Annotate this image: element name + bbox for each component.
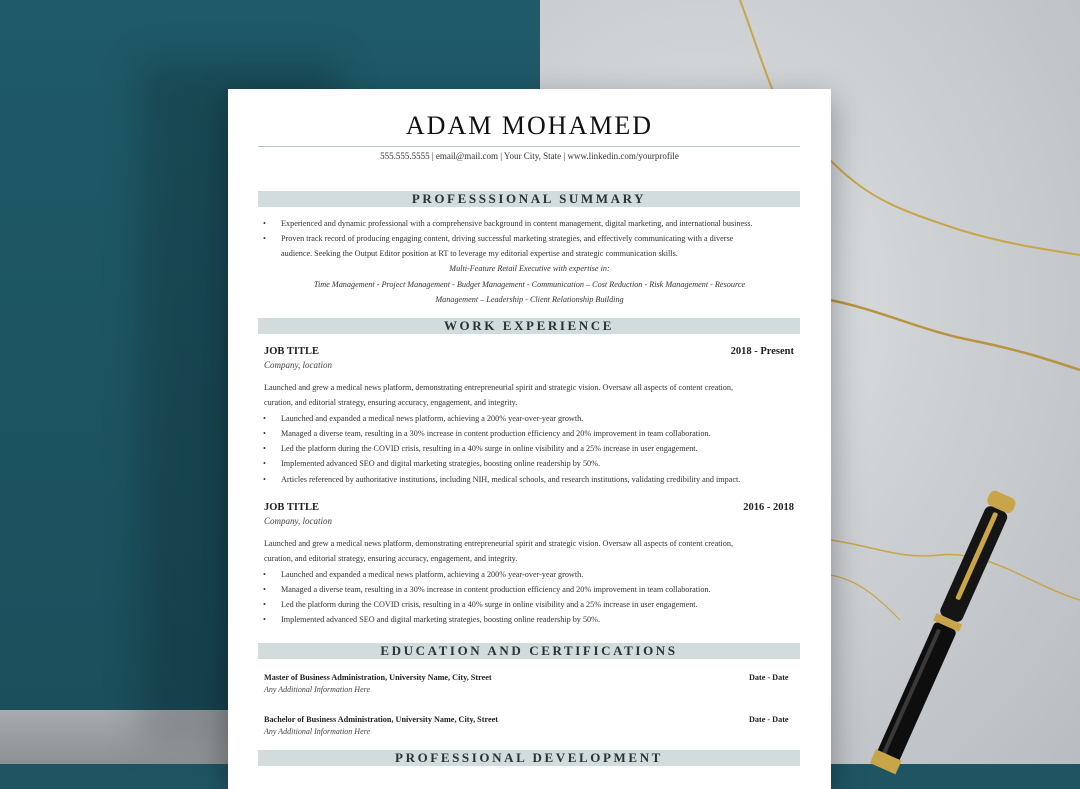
development-heading: PROFESSIONAL DEVELOPMENT — [258, 750, 800, 766]
header-rule — [258, 146, 800, 147]
contact-line: 555.555.5555 | email@mail.com | Your City, State | www.linkedin.com/yourprofile — [380, 151, 679, 161]
expertise-line: Time Management - Project Management - Budget Management - Communication – Cost Reduction - Risk Management - Resource — [313, 280, 746, 289]
job-title: JOB TITLE — [264, 346, 319, 357]
job-company: Company, location — [264, 360, 332, 370]
education-heading: EDUCATION AND CERTIFICATIONS — [258, 643, 800, 659]
job-dates: 2018 - Present — [730, 346, 794, 357]
fountain-pen-icon — [820, 480, 1020, 780]
job-description: curation, and editorial strategy, ensuring accuracy, engagement, and integrity. — [264, 554, 518, 563]
job-dates: 2016 - 2018 — [743, 502, 794, 513]
education-info: Any Additional Information Here — [264, 727, 370, 736]
job-description: Launched and grew a medical news platform, demonstrating entrepreneurial spirit and strategic vision. Oversaw all aspects of content creation, — [264, 383, 734, 392]
expertise-line: Management – Leadership - Client Relationship Building — [435, 295, 624, 304]
summary-heading: PROFESSSIONAL SUMMARY — [258, 191, 800, 207]
education-date: Date - Date — [749, 715, 789, 724]
job-title: JOB TITLE — [264, 502, 319, 513]
expertise-title: Multi-Feature Retail Executive with expertise in: — [449, 264, 610, 273]
job-description: curation, and editorial strategy, ensuring accuracy, engagement, and integrity. — [264, 398, 518, 407]
summary-bullet-continuation: audience. Seeking the Output Editor position at RT to leverage my editorial expertise and strategic communication skills. — [281, 249, 678, 258]
education-date: Date - Date — [749, 673, 789, 682]
job-company: Company, location — [264, 516, 332, 526]
education-degree: Bachelor of Business Administration, University Name, City, Street — [264, 715, 498, 724]
education-info: Any Additional Information Here — [264, 685, 370, 694]
resume-page: ADAM MOHAMED 555.555.5555 | email@mail.com | Your City, State | www.linkedin.com/yourprofile PROFESSSIONAL SUMMARY Experienced and dynamic professional with a comprehensive background in content management, digital marketing, and international business. Proven track record of producing engaging content, driving successful marketing strategies, and effectively communicating with a diverse audience. Seeking the Output Editor position at RT to leverage my editorial expertise and strategic communication skills. Multi-Feature Retail Executive with expertise in: Time Management - Project Management - Budget Management - Communication – Cost Reduction - Risk Management - Resource Management – Leadership - Client Relationship Building WORK EXPERIENCE JOB TITLE 2018 - Present Company, location Launched and grew a medical news platform, demonstrating entrepreneurial spirit and strategic vision. Oversaw all aspects of content creation, curation, and editorial strategy, ensuring accuracy, engagement, and integrity. Launched and expanded a medical news platform, achieving a 200% year-over-year growth. Managed a diverse team, resulting in a 30% increase in content production efficiency and 20% improvement in team collaboration. Led the platform during the COVID crisis, resulting in a 40% surge in online visibility and a 25% increase in user engagement. Implemented advanced SEO and digital marketing strategies, boosting online readership by 50%. Articles referenced by authoritative institutions, including NIH, medical schools, and research institutions, validating credibility and impact. JOB TITLE 2016 - 2018 Company, location Launched and grew a medical news platform, demonstrating entrepreneurial spirit and strategic vision. Oversaw all aspects of content creation, curation, and editorial strategy, ensuring accuracy, engagement, and integrity. Launched and expanded a medical news platform, achieving a 200% year-over-year growth. Managed a diverse team, resulting in a 30% increase in content production efficiency and 20% improvement in team collaboration. Led the platform during the COVID crisis, resulting in a 40% surge in online visibility and a 25% increase in user engagement. Implemented advanced SEO and digital marketing strategies, boosting online readership by 50%. EDUCATION AND CERTIFICATIONS Master of Business Administration, University Name, City, Street Date - Date Any Additional Information Here Bachelor of Business Administration, University Name, City, Street Date - Date Any Additional Information Here PROFESSIONAL DEVELOPMENT — [228, 89, 831, 789]
resume-name: ADAM MOHAMED — [405, 111, 654, 140]
job-description: Launched and grew a medical news platform, demonstrating entrepreneurial spirit and strategic vision. Oversaw all aspects of content creation, — [264, 539, 734, 548]
experience-heading: WORK EXPERIENCE — [258, 318, 800, 334]
education-degree: Master of Business Administration, University Name, City, Street — [264, 673, 492, 682]
